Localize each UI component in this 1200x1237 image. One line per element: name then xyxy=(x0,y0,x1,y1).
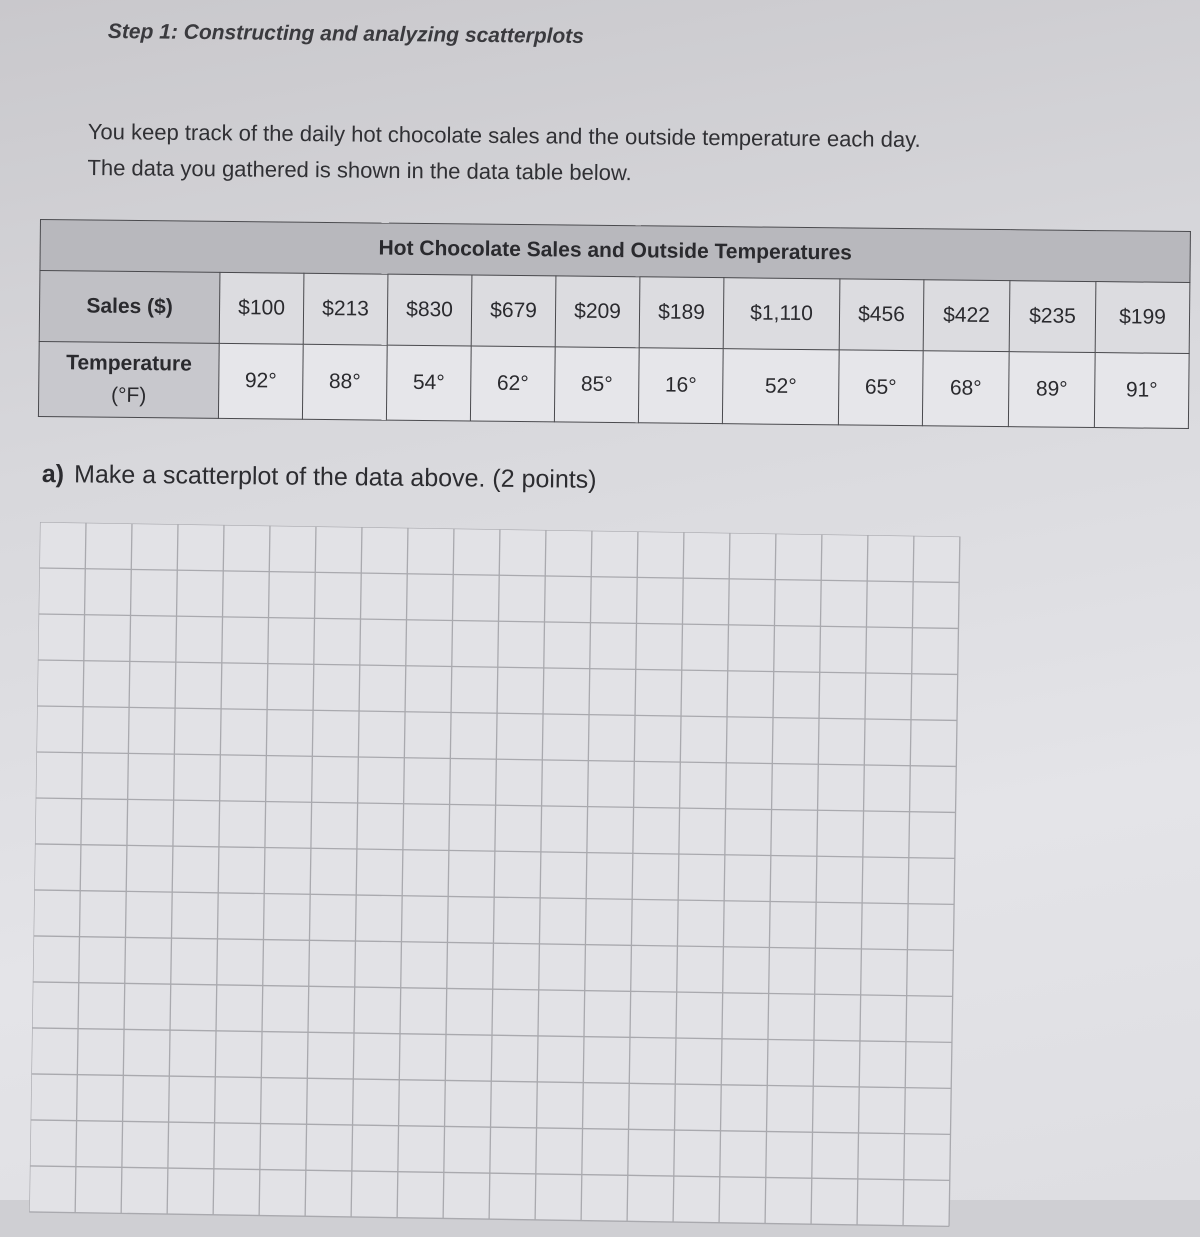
sales-cell: $209 xyxy=(555,276,640,348)
intro-line-2: The data you gathered is shown in the data table below. xyxy=(87,154,632,186)
sales-cell: $830 xyxy=(387,274,472,346)
temperature-cell: 16° xyxy=(638,348,723,424)
temperature-cell: 54° xyxy=(386,345,471,421)
temperature-cell: 68° xyxy=(922,351,1009,427)
intro-paragraph xyxy=(87,114,1108,196)
sales-cell: $422 xyxy=(923,280,1010,352)
temperature-row xyxy=(38,341,1189,428)
temperature-cell: 92° xyxy=(218,343,303,419)
temperature-cell: 65° xyxy=(838,350,923,426)
temperature-cell: 85° xyxy=(554,347,639,423)
step-heading: Step 1: Constructing and analyzing scatterplots xyxy=(107,20,585,48)
sales-cell: $189 xyxy=(639,277,724,349)
temperature-label: Temperature xyxy=(66,351,192,376)
table-caption: Hot Chocolate Sales and Outside Temperatures xyxy=(40,220,1191,283)
sales-cell: $100 xyxy=(219,272,304,344)
sales-cell: $199 xyxy=(1095,282,1190,354)
temperature-row-header xyxy=(38,341,219,418)
temperature-cell: 52° xyxy=(722,349,839,425)
sales-cell: $213 xyxy=(303,273,388,345)
question-label: a) xyxy=(41,460,65,489)
temperature-cell: 62° xyxy=(470,346,555,422)
question-text: Make a scatterplot of the data above. (2 points) xyxy=(73,460,597,494)
intro-line-1: You keep track of the daily hot chocolate sales and the outside temperature each day. xyxy=(87,118,921,152)
data-table xyxy=(38,219,1191,429)
question-a xyxy=(42,460,597,495)
sales-cell: $679 xyxy=(471,275,556,347)
sales-row xyxy=(39,271,1190,354)
sales-cell: $235 xyxy=(1009,281,1096,353)
sales-cell: $456 xyxy=(839,279,924,351)
temperature-cell: 91° xyxy=(1094,353,1189,429)
sales-cell: $1,110 xyxy=(723,278,840,350)
sales-row-header: Sales ($) xyxy=(39,271,220,344)
grid-svg xyxy=(29,522,1000,1237)
graph-paper-grid[interactable] xyxy=(29,522,1000,1237)
temperature-unit: (°F) xyxy=(110,383,147,408)
data-table-container xyxy=(38,219,1170,429)
temperature-cell: 89° xyxy=(1008,352,1095,428)
temperature-cell: 88° xyxy=(302,344,387,420)
